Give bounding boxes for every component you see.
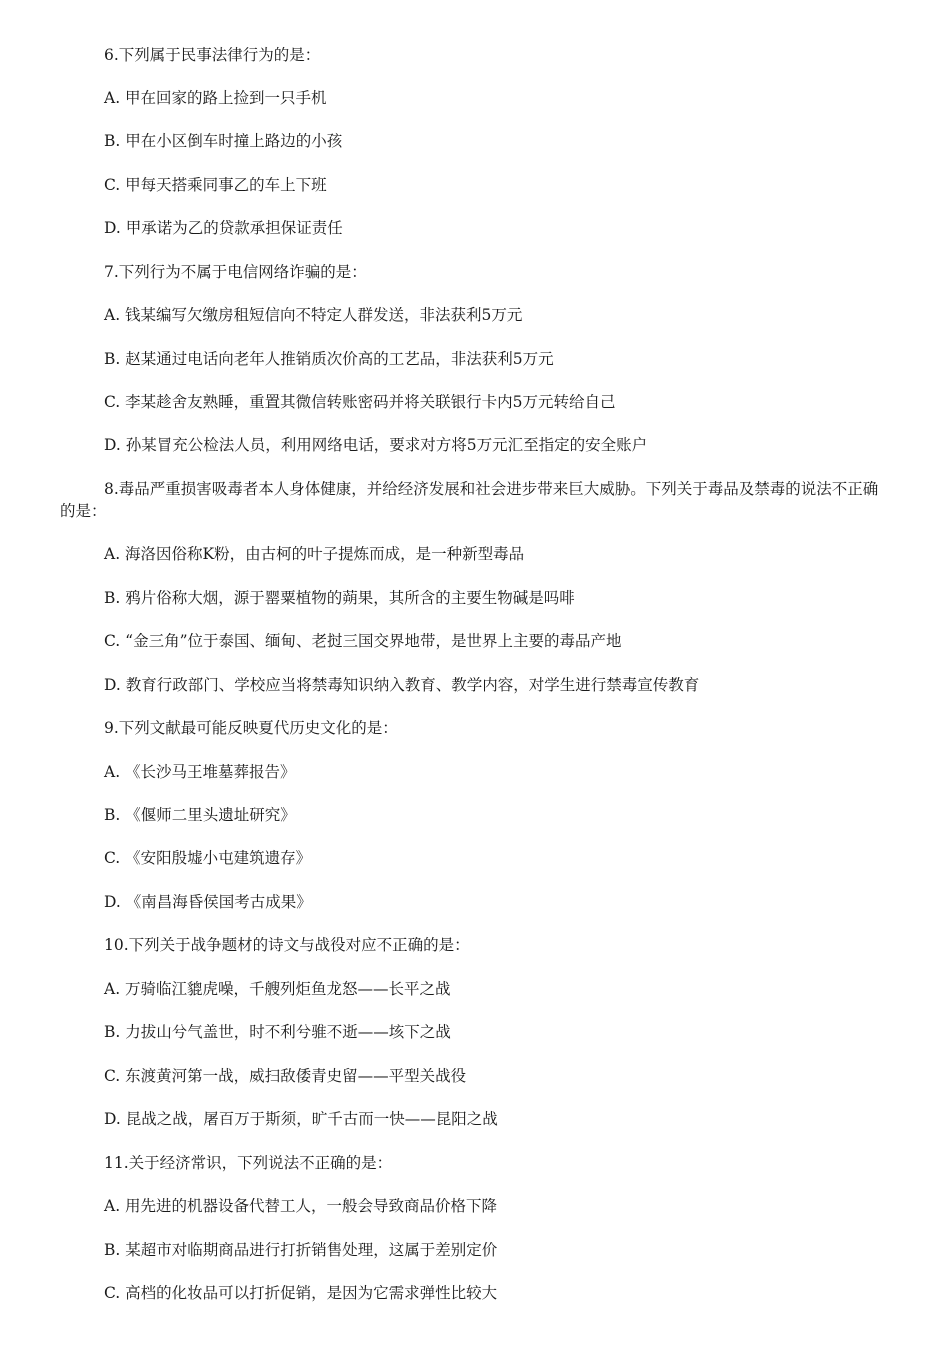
question-11-option-a: A. 用先进的机器设备代替工人，一般会导致商品价格下降 — [104, 1197, 498, 1215]
question-7-stem: 7.下列行为不属于电信网络诈骗的是： — [104, 263, 367, 281]
question-8-stem: 8.毒品严重损害吸毒者本人身体健康，并给经济发展和社会进步带来巨大威胁。下列关于毒品及禁毒的说法不正确的是： — [60, 480, 879, 520]
question-11-option-b: B. 某超市对临期商品进行打折销售处理，这属于差别定价 — [104, 1241, 498, 1259]
question-11-option-c: C. 高档的化妆品可以打折促销，是因为它需求弹性比较大 — [104, 1284, 498, 1302]
question-8-option-c: C. “金三角”位于泰国、缅甸、老挝三国交界地带，是世界上主要的毒品产地 — [104, 632, 622, 650]
question-7-option-c: C. 李某趁舍友熟睡，重置其微信转账密码并将关联银行卡内5万元转给自己 — [104, 393, 616, 411]
question-6-option-c: C. 甲每天搭乘同事乙的车上下班 — [104, 176, 327, 194]
question-7-option-a: A. 钱某编写欠缴房租短信向不特定人群发送，非法获利5万元 — [104, 306, 523, 324]
question-9-option-c: C. 《安阳殷墟小屯建筑遗存》 — [104, 849, 312, 867]
question-9-stem: 9.下列文献最可能反映夏代历史文化的是： — [104, 719, 398, 737]
question-10-option-d: D. 昆战之战，屠百万于斯须，旷千古而一快——昆阳之战 — [104, 1110, 498, 1128]
question-9-option-a: A. 《长沙马王堆墓葬报告》 — [104, 763, 296, 781]
question-8-option-d: D. 教育行政部门、学校应当将禁毒知识纳入教育、教学内容，对学生进行禁毒宣传教育 — [104, 676, 700, 694]
question-10-option-c: C. 东渡黄河第一战，威扫敌倭青史留——平型关战役 — [104, 1067, 467, 1085]
question-6-option-d: D. 甲承诺为乙的贷款承担保证责任 — [104, 219, 343, 237]
question-8-option-b: B. 鸦片俗称大烟，源于罂粟植物的蒴果，其所含的主要生物碱是吗啡 — [104, 589, 575, 607]
question-6-option-a: A. 甲在回家的路上捡到一只手机 — [104, 89, 327, 107]
question-6-stem: 6.下列属于民事法律行为的是： — [104, 46, 321, 64]
question-10-stem: 10.下列关于战争题材的诗文与战役对应不正确的是： — [104, 936, 470, 954]
question-7-option-d: D. 孙某冒充公检法人员，利用网络电话，要求对方将5万元汇至指定的安全账户 — [104, 436, 648, 454]
question-9-option-d: D. 《南昌海昏侯国考古成果》 — [104, 893, 312, 911]
question-10-option-a: A. 万骑临江貔虎噪，千艘列炬鱼龙怒——长平之战 — [104, 980, 451, 998]
question-10-option-b: B. 力拔山兮气盖世，时不利兮骓不逝——垓下之战 — [104, 1023, 451, 1041]
question-7-option-b: B. 赵某通过电话向老年人推销质次价高的工艺品，非法获利5万元 — [104, 350, 554, 368]
question-9-option-b: B. 《偃师二里头遗址研究》 — [104, 806, 296, 824]
question-11-stem: 11.关于经济常识，下列说法不正确的是： — [104, 1154, 393, 1172]
question-8-option-a: A. 海洛因俗称K粉，由古柯的叶子提炼而成，是一种新型毒品 — [104, 545, 525, 563]
question-6-option-b: B. 甲在小区倒车时撞上路边的小孩 — [104, 132, 343, 150]
